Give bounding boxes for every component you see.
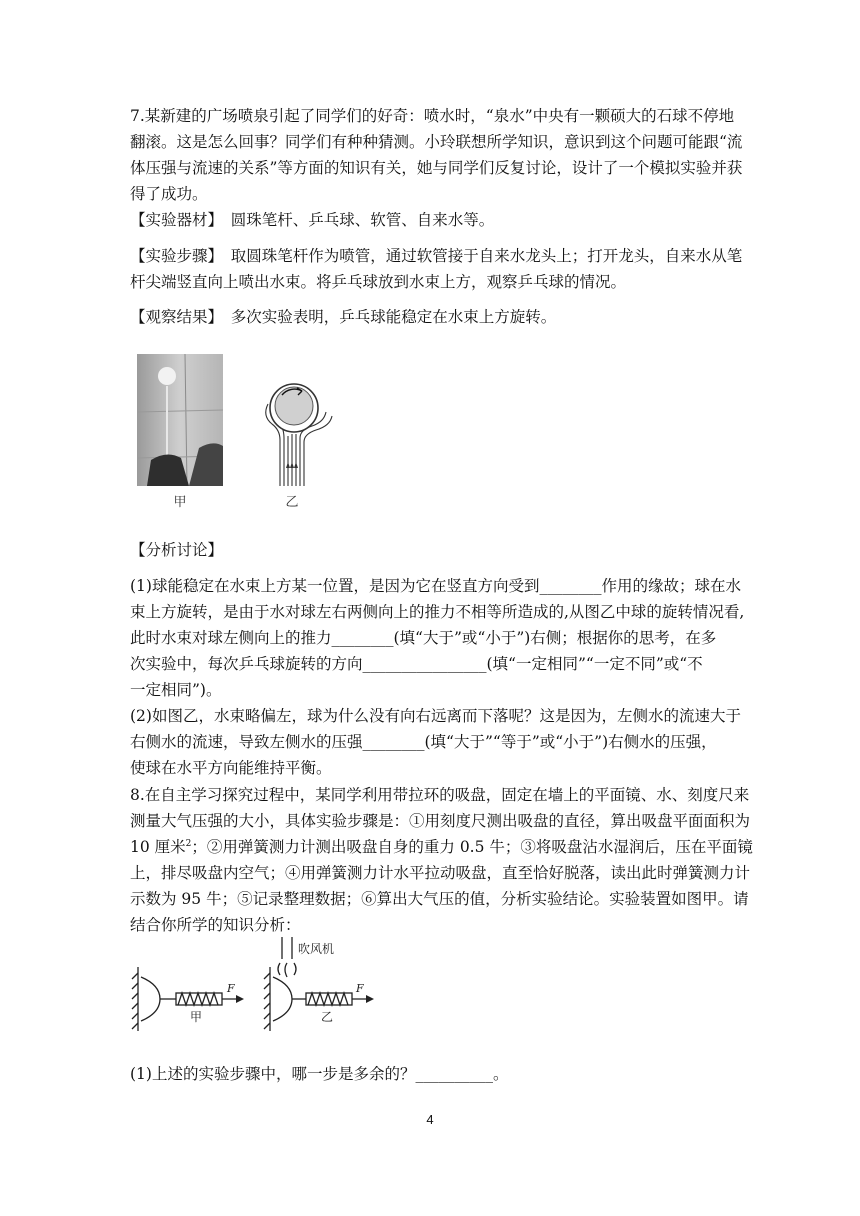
up-arrow-icon [290,462,294,468]
text-line: 【实验步骤】 取圆珠笔杆作为喷管，通过软管接于自来水龙头上；打开龙头，自来水从笔 [130,247,743,265]
suction-cup-icon [141,977,160,1021]
q8-intro [130,782,753,938]
text-line: 使球在水平方向能维持平衡。 [130,759,332,777]
text-line: 测量大气压强的大小，具体实验步骤是：①用刻度尺测出吸盘的直径，算出吸盘平面面积为 [130,812,751,830]
text-line: 7.某新建的广场喷泉引起了同学们的好奇：喷水时，“泉水”中央有一颗硕大的石球不停地 [130,107,735,125]
suction-cup-diagram [130,935,390,1037]
wall-hatch [132,973,138,1029]
q7-intro [130,103,743,207]
blower-label: 吹风机 [298,942,335,956]
page-number: 4 [426,1112,434,1127]
text-line: 【实验器材】 圆珠笔杆、乒乓球、软管、自来水等。 [130,211,495,229]
text-line: (1)球能稳定在水束上方某一位置，是因为它在竖直方向受到________作用的缘故；球在水 [130,577,741,595]
airflow-icon [278,963,280,975]
force-label: F [227,982,235,995]
figure-label-yi: 乙 [285,495,299,510]
text-line: 【观察结果】 多次实验表明，乒乓球能稳定在水束上方旋转。 [130,308,557,326]
text-line: 束上方旋转，是由于水对球左右两侧向上的推力不相等所造成的,从图乙中球的旋转情况看, [130,603,745,621]
fountain-photo-figure [137,354,223,516]
text-line: 上，排尽吸盘内空气；④用弹簧测力计水平拉动吸盘，直至恰好脱落，读出此时弹簧测力计 [130,864,751,882]
q7-steps [130,243,743,295]
suction-cup-icon [273,977,292,1021]
up-arrow-icon [286,462,290,468]
text-line: 次实验中，每次乒乓球旋转的方向________________(填“一定相同”“一定不同”或“不 [130,655,703,673]
q7-analysis-title [130,537,732,563]
text-line: 体压强与流速的关系”等方面的知识有关，她与同学们反复讨论，设计了一个模拟实验并获 [130,159,743,177]
text-line: 示数为 95 牛；⑤记录整理数据；⑥算出大气压的值，分析实验结论。实验装置如图甲。请 [130,890,749,908]
force-label: F [356,982,364,995]
text-line: 右侧水的流速，导致左侧水的压强________(填“大于”“等于”或“小于”)右侧水的压强， [130,733,717,751]
q8-subquestion-1 [130,1061,732,1087]
superscript: 2 [185,839,192,849]
text-line: 此时水束对球左侧向上的推力________(填“大于”或“小于”)右侧；根据你的思考，在多 [130,629,717,647]
figure-label-jia: 甲 [189,1010,203,1024]
text-line: 杆尖端竖直向上喷出水束。将乒乓球放到水束上方，观察乒乓球的情况。 [130,273,627,291]
q7-subquestion-1 [130,573,745,703]
water-jet-diagram [252,368,336,516]
q7-subquestion-2 [130,703,741,781]
text-line: 一定相同”)。 [130,681,222,699]
figure-label-jia: 甲 [173,495,187,510]
ball-shading [275,387,313,425]
text-line [130,834,753,860]
text-line: (1)上述的实验步骤中，哪一步是多余的？__________。 [130,1065,509,1083]
text-line: (2)如图乙，水束略偏左，球为什么没有向右远离而下落呢？这是因为，左侧水的流速大于 [130,707,741,725]
area-value: 10 厘米 [130,838,186,856]
text-line: 翻滚。这是怎么回事？同学们有种种猜测。小玲联想所学知识，意识到这个问题可能跟“流 [130,133,743,151]
text-line: 8.在自主学习探究过程中，某同学利用带拉环的吸盘，固定在墙上的平面镜、水、刻度尺来 [130,786,750,804]
text-segment: ；②用弹簧测力计测出吸盘自身的重力 0.5 牛；③将吸盘沾水湿润后，压在平面镜 [191,838,753,856]
q7-materials [130,207,732,233]
text-line: 得了成功。 [130,185,208,203]
ping-pong-ball-icon [158,367,176,385]
wall-hatch [264,973,270,1029]
text-line: 【分析讨论】 [130,541,224,559]
q7-result [130,304,732,330]
figure-label-yi: 乙 [320,1010,334,1024]
text-line: 结合你所学的知识分析： [130,916,301,934]
up-arrow-icon [294,462,298,468]
